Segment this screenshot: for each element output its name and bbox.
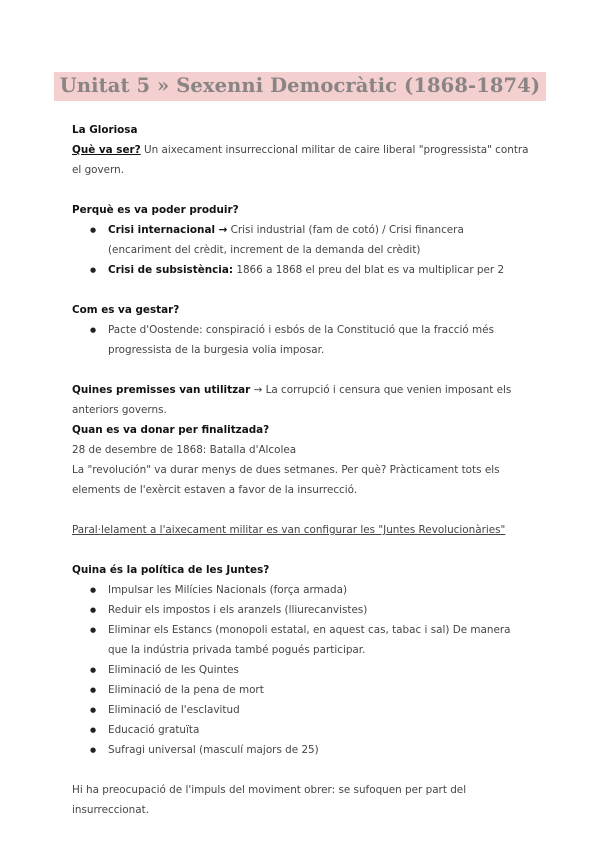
list-item: ● Pacte d'Oostende: conspiració i esbós de la Constitució que la fracció més progressista de la burgesia volia imposar. — [108, 320, 530, 360]
premisses-answer: → La corrupció i censura que venien imposant els anteriors governs. — [72, 384, 512, 416]
list-item: ● Reduir els impostos i els aranzels (lliurecanvistes) — [108, 600, 530, 620]
premisses-question: Quines premisses van utilitzar — [72, 384, 251, 396]
list-item: ● Eliminació de les Quintes — [108, 660, 530, 680]
premisses-paragraph — [72, 380, 530, 420]
perque-question: Perquè es va poder produir? — [72, 204, 239, 216]
juntes-question: Quina és la política de les Juntes? — [72, 564, 270, 576]
title-wrap — [0, 72, 600, 101]
closing-paragraph: Hi ha preocupació de l'impuls del moviment obrer: se sufoquen per part del insurreccionat. — [72, 784, 467, 816]
list-item: ● Eliminació de l'esclavitud — [108, 700, 530, 720]
list-item: ● Eliminar els Estancs (monopoli estatal, en aquest cas, tabac i sal) De manera que la indústria privada també pogués participar. — [108, 620, 530, 660]
page-title: Unitat 5 » Sexenni Democràtic (1868-1874) — [54, 72, 546, 101]
section-heading: La Gloriosa — [72, 124, 138, 136]
list-item: ● Sufragi universal (masculí majors de 25) — [108, 740, 530, 760]
list-item — [108, 260, 530, 280]
que-va-ser-paragraph — [72, 140, 530, 180]
list-item: ● Eliminació de la pena de mort — [108, 680, 530, 700]
quan-question: Quan es va donar per finalitzada? — [72, 424, 270, 436]
list-item-label: Crisi internacional → — [108, 224, 228, 236]
com-question: Com es va gestar? — [72, 304, 180, 316]
que-va-ser-answer: Un aixecament insurreccional militar de caire liberal "progressista" contra el govern. — [72, 144, 529, 176]
parallel-note: Paral·lelament a l'aixecament militar es van configurar les "Juntes Revolucionàries" — [72, 524, 506, 536]
com-list — [72, 320, 530, 360]
document-body — [72, 120, 530, 820]
list-item — [108, 220, 530, 260]
list-item-text: 1866 a 1868 el preu del blat es va multiplicar per 2 — [233, 264, 505, 276]
perque-list — [72, 220, 530, 280]
list-item-label: Crisi de subsistència: — [108, 264, 234, 276]
quan-text: La "revolución" va durar menys de dues setmanes. Per què? Pràcticament tots els elements de l'exèrcit estaven a favor de la insurrecció. — [72, 464, 500, 496]
que-va-ser-question: Què va ser? — [72, 144, 141, 156]
list-item: ● Educació gratuïta — [108, 720, 530, 740]
list-item-text: Crisi industrial (fam de cotó) / Crisi financera (encariment del crèdit, increment de la demanda del crèdit) — [108, 224, 464, 256]
quan-date: 28 de desembre de 1868: Batalla d'Alcolea — [72, 444, 297, 456]
list-item: ● Impulsar les Milícies Nacionals (força armada) — [108, 580, 530, 600]
juntes-list — [72, 580, 530, 760]
